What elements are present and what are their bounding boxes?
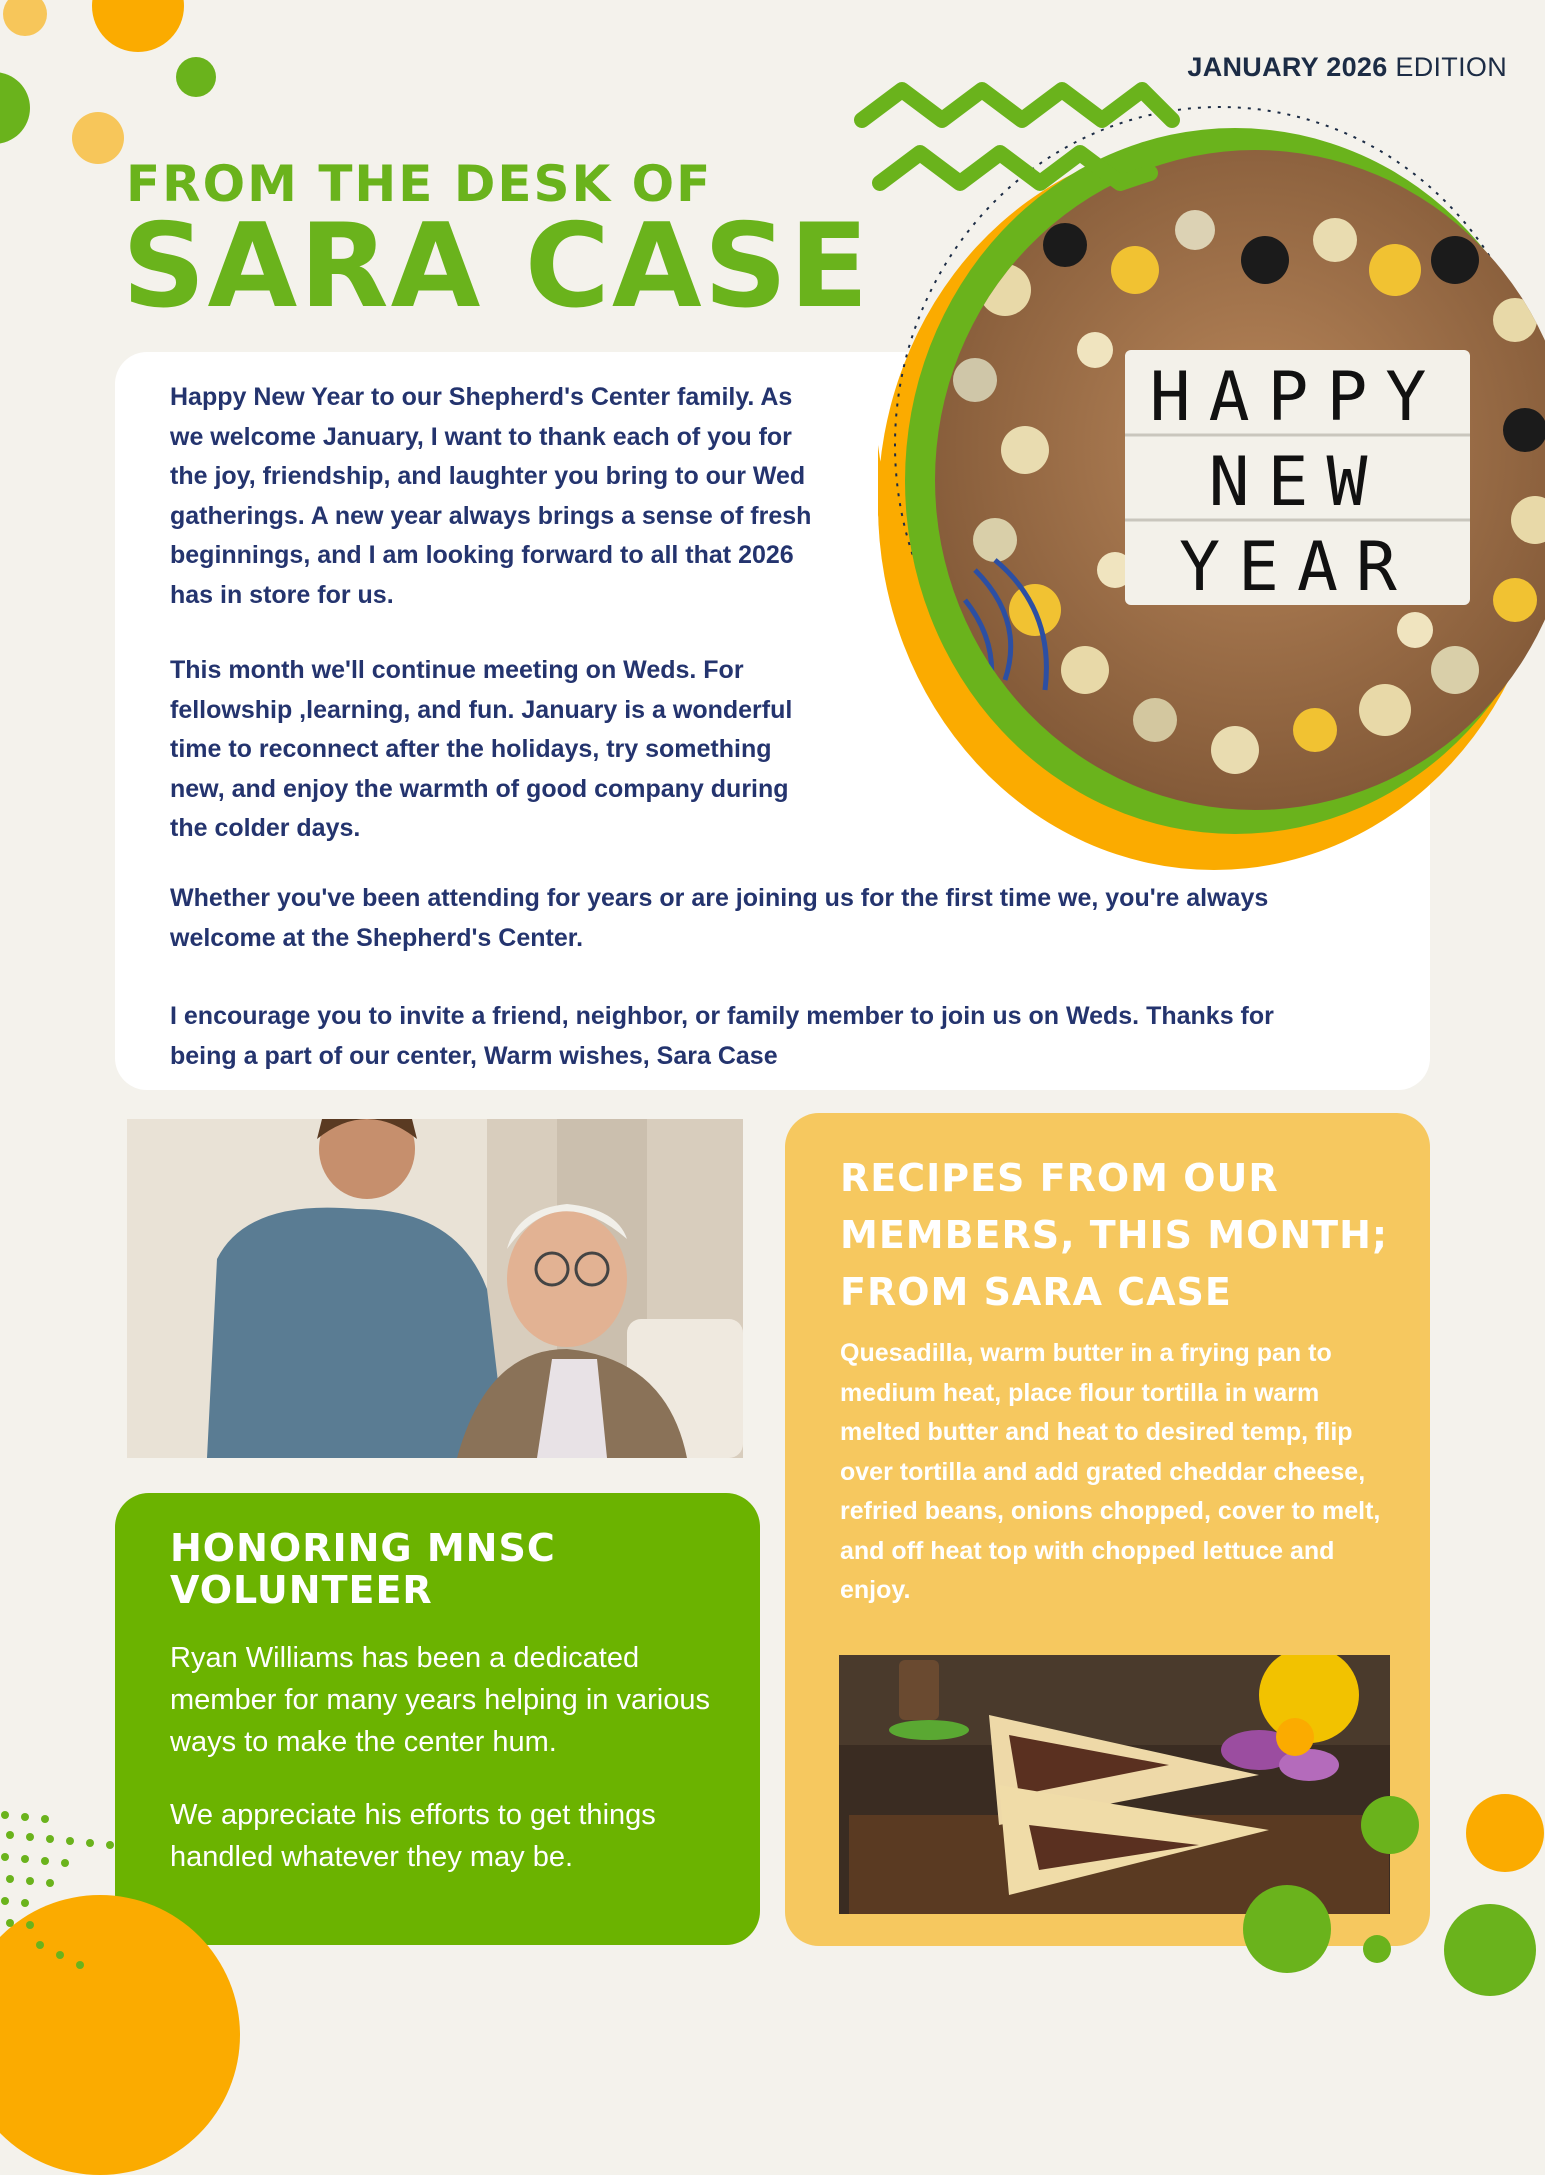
recipes-body: Quesadilla, warm butter in a frying pan to medium heat, place flour tortilla in warm melted butter and heat to desired temp, flip over tortilla and add grated cheddar cheese, refried beans, onions chopped, cover to melt, and off heat top with chopped lettuce and enjoy.	[840, 1339, 1381, 1604]
decor-dot-orange-right	[1276, 1718, 1314, 1756]
page-subtitle: FROM THE DESK OF	[126, 155, 713, 213]
decor-dot-green-left	[0, 72, 30, 144]
letter-paragraph-4: I encourage you to invite a friend, neighbor, or family member to join us on Weds. Thanks for being a part of our center, Warm wishes, Sara Case	[170, 1002, 1274, 1070]
decor-dot-green-tiny	[1363, 1935, 1391, 1963]
letter-paragraph-1: Happy New Year to our Shepherd's Center family. As we welcome January, I want to thank each of you for the joy, friendship, and laughter you bring to our Wed gatherings. A new year always brings a sense of fresh beginnings, and I am looking forward to all that 2026 has in store for us.	[170, 383, 812, 609]
recipes-title: RECIPES FROM OUR MEMBERS, THIS MONTH; FROM SARA CASE	[840, 1156, 1389, 1314]
decor-dot-yellow-left	[72, 112, 124, 164]
decor-dot-green-bottom	[1243, 1885, 1331, 1973]
happy-new-year-photo	[935, 150, 1545, 810]
decor-dot-yellow-top	[3, 0, 47, 36]
sign-line-3: YEAR	[1179, 528, 1415, 607]
decor-dot-orange-large	[1466, 1794, 1544, 1872]
page-title: SARA CASE	[122, 199, 871, 334]
volunteer-paragraph-1: Ryan Williams has been a dedicated member for many years helping in various ways to make the center hum.	[170, 1642, 710, 1758]
letter-paragraph-2: This month we'll continue meeting on Weds. For fellowship ,learning, and fun. January is a wonderful time to reconnect after the holidays, try something new, and enjoy the warmth of good company during the colder days.	[170, 656, 793, 842]
edition-label: JANUARY 2026 EDITION	[1187, 52, 1507, 82]
quesadilla-photo	[839, 1655, 1390, 1914]
decor-dot-orange-top	[92, 0, 184, 52]
decor-dot-green-corner	[1444, 1904, 1536, 1996]
caregiver-photo	[127, 1119, 743, 1458]
decor-dot-pattern	[0, 1805, 120, 2000]
decor-dot-green-right	[1361, 1796, 1419, 1854]
decor-dot-green-small	[176, 57, 216, 97]
volunteer-title: HONORING MNSC VOLUNTEER	[170, 1526, 556, 1612]
green-zigzag-decor	[850, 78, 1180, 238]
sign-line-2: NEW	[1208, 443, 1386, 522]
sign-line-1: HAPPY	[1149, 358, 1445, 437]
volunteer-paragraph-2: We appreciate his efforts to get things handled whatever they may be.	[170, 1799, 656, 1873]
letter-paragraph-3: Whether you've been attending for years or are joining us for the first time we, you're always welcome at the Shepherd's Center.	[170, 884, 1269, 952]
